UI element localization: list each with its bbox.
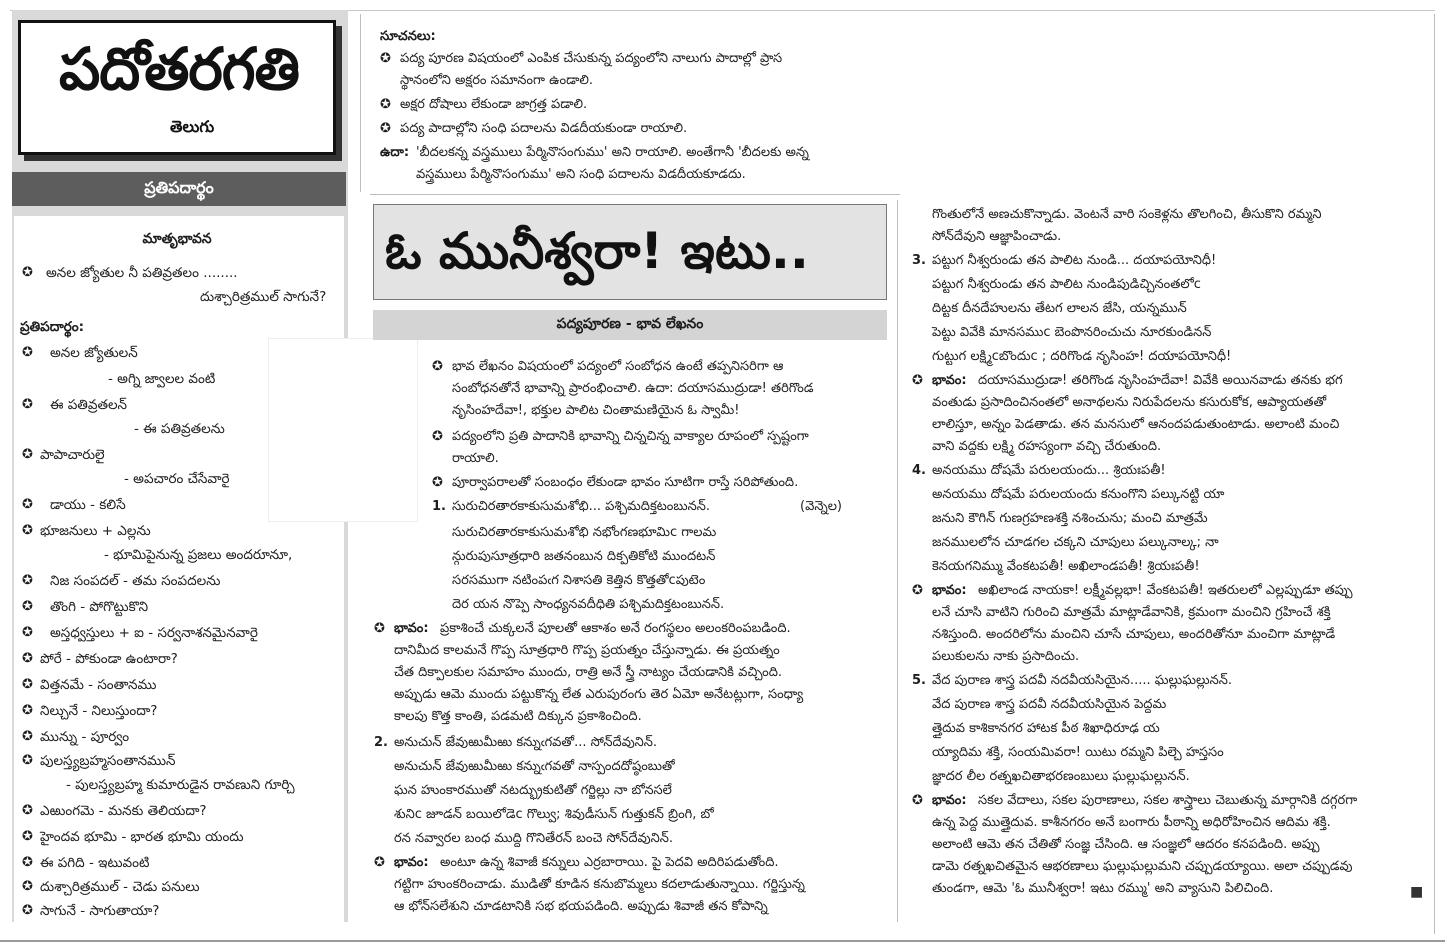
tips-left-rule <box>360 14 361 192</box>
left-item: తొంగి - పోగొట్టుకొని <box>50 599 149 615</box>
bhavam2-line: అంటూ ఉన్న శివాజీ కన్నులు ఎర్రబారాయి. పై పెదవి అదిరిపడుతోంది. <box>440 855 779 870</box>
bhavam3-line: లాలిస్తూ, అన్నం పెడతాడు. తన మనసులో ఆనందపడుతుంటాడు. అలాంటి మంచి <box>932 417 1340 432</box>
bhavam2-line: ఆ భోన్‌సలేశుని చూడటానికి సభ భయపడింది. అప్పుడు శివాజీ తన కోపాన్ని <box>394 899 768 914</box>
center-tip: భావ లేఖనం విషయంలో పద్యంలో సంబోధన ఉంటే తప్పనిసరిగా ఆ <box>452 359 784 374</box>
poem1-source: (వెన్నెల) <box>800 499 842 514</box>
left-item: భూజనులు + ఎల్లను <box>40 523 151 539</box>
left-item: హైందవ భూమి - భారత భూమి యందు <box>40 829 244 845</box>
headline: ఓ మునీశ్వరా! ఇటు.. <box>385 222 809 280</box>
left-item: అనల జ్యోతులన్ <box>50 345 138 361</box>
bhavam-label: భావం: <box>394 855 429 870</box>
poem3-head: పట్టుగ నీశ్వరుండు తన పాలిట నుండి... దయాపయోనిధీ! <box>932 253 1217 268</box>
bhavam1-line: కాలపు కొత్త కాంతి, పడమటి దిక్కున ప్రకాశించింది. <box>394 709 642 724</box>
bullet-icon: ✪ <box>22 523 33 538</box>
left-verse-line2: దుశ్చారిత్రముల్ సాగునే? <box>200 289 327 305</box>
bhavam4-line: అఖిలాండ నాయకా! లక్ష్మీవల్లభా! వేంకటపతీ! ఇతరులలో ఎల్లప్పుడూ తప్పు <box>978 583 1353 598</box>
left-item: - భూమిపైనున్న ప్రజలు అందరూనూ, <box>104 547 293 563</box>
poem2-line: ఘన హుంకారముతో నటద్భ్రుకుటితో గర్జిల్లు నా బోనసలే <box>394 783 672 798</box>
poem2-line: శునిc జూడన్ బయిలోడెc గొల్వు; శివుడీసున్ గుత్తుకన్ బ్రింగి, బో <box>394 807 714 822</box>
left-pp-title: ప్రతిపదార్థం: <box>20 319 85 335</box>
poem2-number: 2. <box>374 735 388 750</box>
bhavam5-line: తుండగా, ఆమె 'ఓ మునీశ్వరా! ఇటు రమ్ము' అని వ్యాసుని పిలిచింది. <box>932 881 1274 896</box>
bhavam1-line: చేత దిక్పాలకుల సమాహం ముందు, రాత్రి అనే స్త్రీ నాట్యం చేయడానికి వచ్చింది. <box>394 665 783 680</box>
left-item: - అగ్ని జ్వాలల వంటి <box>108 371 216 387</box>
poem5-number: 5. <box>912 673 926 688</box>
masthead-title: పదోతరగతి <box>59 35 299 103</box>
left-item: పాపాచారులై <box>40 447 105 463</box>
poem1-number: 1. <box>432 499 446 514</box>
bhavam4-line: నశిస్తుంది. అందరిలోను మంచిని చూసే చూపులు, అందరితోనూ మంచిగా మాట్లాడే <box>932 627 1336 642</box>
bhavam3-line: దయాసముద్రుడా! తరిగొండ నృసింహదేవా! వివేకి అయినవాడు తనకు భగ <box>978 373 1343 388</box>
poem5-line: య్యాదిమ శక్తి, సంయమివరా! యిటు రమ్మని పిల్చె హస్తసం <box>932 745 1224 760</box>
right-line: సోన్‌దేవుని ఆజ్ఞాపించాడు. <box>932 229 1062 244</box>
center-tip: పూర్వాపరాలతో సంబంధం లేకుండా భావం సూటిగా రాస్తే సరిపోతుంది. <box>452 475 799 490</box>
bullet-icon: ✪ <box>22 903 33 918</box>
left-item: సాగునే - సాగుతాయా? <box>40 903 160 919</box>
poem4-line: కెనయగనిమ్ము వేంకటపతీ! అఖిలాండపతీ! శ్రియఃపతీ! <box>932 559 1200 574</box>
right-edge-rule <box>1434 14 1435 934</box>
bullet-icon: ✪ <box>380 121 391 136</box>
end-mark-icon: ■ <box>1410 884 1424 900</box>
bullet-icon: ✪ <box>22 803 33 818</box>
poem3-line: దిట్టక దీనదేహులను తేటగ లాలన జేసి, యన్నమున్ <box>932 301 1187 316</box>
bullet-icon: ✪ <box>380 97 391 112</box>
center-tip: నృసింహదేవా!, భక్తుల పాలిట చింతామణియైన ఓ స్వామీ! <box>452 403 740 418</box>
bullet-icon: ✪ <box>22 447 33 462</box>
tips-line: అక్షర దోషాలు లేకుండా జాగ్రత్త పడాలి. <box>400 97 588 112</box>
poem3-line: పెట్టు వివేకి మానసముc బెంపొనరించుచు నూరకుండినన్ <box>932 325 1212 340</box>
left-bar-title: ప్రతిపదార్థం <box>144 178 214 197</box>
poem2-line: రన నవ్వారల బంధ ముద్ది గొనితేరన్ బంచె సోన్‌దేవునిన్. <box>394 831 673 846</box>
bullet-icon: ✪ <box>374 855 385 870</box>
bullet-icon: ✪ <box>912 373 923 388</box>
left-item: నిజ సంపదల్ - తమ సంపదలను <box>50 573 221 589</box>
bullet-icon: ✪ <box>22 753 33 768</box>
bhavam4-line: లనే చూసి వాటిని గురించి మాత్రమే మాట్లాడేవానికి, క్రమంగా మంచిని గ్రహించే శక్తి <box>932 605 1331 620</box>
bullet-icon: ✪ <box>22 703 33 718</box>
poem1-line: న్గురుపుసూత్రధారి జతనంబున దిక్పతికోటి ముందటన్ <box>452 549 716 564</box>
left-item: - ఈ పతివ్రతలను <box>134 421 225 437</box>
left-item: ఈ పగిది - ఇటువంటి <box>40 855 150 871</box>
bullet-icon: ✪ <box>22 651 33 666</box>
tips-line: పద్య పూరణ విషయంలో ఎంపిక చేసుకున్న పద్యంలోని నాలుగు పాదాల్లో ప్రాస <box>400 51 783 66</box>
left-item: నిల్చునే - నిలుస్తుందా? <box>40 703 158 719</box>
left-verse-line1: అనల జ్యోతుల నీ పతివ్రతలం ........ <box>46 265 238 281</box>
bullet-icon: ✪ <box>22 345 33 360</box>
poem1-line: సరసముగా నటింపఁగ నిశాసతి కెత్తిన కొత్తతోcపుటెం <box>452 573 706 588</box>
center-tip: పద్యంలోని ప్రతి పాదానికి భావాన్ని చిన్నచిన్న వాక్యాల రూపంలో స్పష్టంగా <box>452 429 809 444</box>
image-placeholder <box>268 338 418 522</box>
bhavam1-line: దానిమీద కాలమనే గొప్ప సూత్రధారి గొప్ప ప్రయత్నం చేస్తున్నాడు. ఈ ప్రయత్నం <box>394 643 780 658</box>
bhavam-label: భావం: <box>932 793 967 808</box>
poem5-line: జ్ఞాదర లీల రత్నఖచితాభరణంబులు ఘల్లుఘల్లునన్. <box>932 769 1190 784</box>
left-item: - పులస్త్యబ్రహ్మ కుమారుడైన రావణుని గూర్చి <box>66 777 295 793</box>
bullet-icon: ✪ <box>22 829 33 844</box>
poem5-line: త్తైదువ కాశికానగర హాటక పీఠ శిఖాధిరూఢ య <box>932 721 1160 736</box>
left-item: - అపచారం చేసేవారై <box>124 471 230 487</box>
poem2-line: అనుచున్ జేవుఱుమీఱు కన్నుఁగవతో నాస్పందదోష్ఠంబుతో <box>394 759 675 774</box>
bullet-icon: ✪ <box>380 51 391 66</box>
bullet-icon: ✪ <box>432 429 443 444</box>
bhavam2-line: గట్టిగా హుంకరించాడు. ముడితో కూడిన కనుబొమ్మలు కదలాడుతున్నాయి. గర్జిస్తున్న <box>394 877 805 892</box>
bhavam5-line: సకల వేదాలు, సకల పురాణాలు, సకల శాస్త్రాలు చెబుతున్న మార్గానికి దగ్గరగా <box>978 793 1358 808</box>
bullet-icon: ✪ <box>432 359 443 374</box>
bullet-icon: ✪ <box>912 793 923 808</box>
bhavam-label: భావం: <box>932 373 967 388</box>
tips-line: స్థానంలోని అక్షరం సమానంగా ఉండాలి. <box>400 73 594 88</box>
left-item: దుశ్చారిత్రముల్ - చెడు పనులు <box>40 879 200 895</box>
bullet-icon: ✪ <box>912 583 923 598</box>
poem2-head: అనుచున్ జేవుఱుమీఱు కన్నుఁగవతో... సోన్‌దేవునిన్. <box>394 735 658 750</box>
poem4-number: 4. <box>912 463 926 478</box>
poem3-number: 3. <box>912 253 926 268</box>
bhavam1-line: అప్పుడు ఆమె ముందు పట్టుకొన్న లేత ఎరుపురంగు తెర ఏమో అనేటట్లుగా, సంధ్యా <box>394 687 804 702</box>
center-tip: సంబోధనతోనే భావాన్ని ప్రారంభించాలి. ఉదా: దయాసముద్రుడా! తరిగొండ <box>452 381 814 396</box>
poem5-head: వేద పురాణ శాస్త్ర పదవీ నదవీయసియైన..... ఘల్లుఘల్లునన్. <box>932 673 1233 688</box>
column-divider <box>897 200 898 922</box>
bullet-icon: ✪ <box>22 573 33 588</box>
bullet-icon: ✪ <box>374 621 385 636</box>
bhavam4-line: పలుకులను నాకు ప్రసాదించు. <box>932 649 1080 664</box>
left-item: అస్తధ్వస్తులు + ఐ - సర్వనాశనమైనవారై <box>50 625 258 641</box>
poem4-head: అనయము దోషమే పరులయందు... శ్రియఃపతీ! <box>932 463 1166 478</box>
right-line: గొంతులోనే అణచుకొన్నాడు. వెంటనే వారి సంకెళ్లను తొలగించి, తీసుకొని రమ్మని <box>932 207 1322 222</box>
left-item: పులస్త్యబ్రహ్మసంతానమున్ <box>40 753 176 769</box>
bullet-icon: ✪ <box>432 475 443 490</box>
left-item: పోరే - పోకుండా ఉంటారా? <box>40 651 178 667</box>
bullet-icon: ✪ <box>22 599 33 614</box>
left-item: డాయు - కలిసే <box>50 497 126 513</box>
left-item: విత్తనమే - సంతానము <box>40 677 157 693</box>
poem4-line: జనుని కౌగిన్ గుణగ్రహణశక్తి నశించును; మంచి మాత్రమే <box>932 511 1208 526</box>
bhavam3-line: వంతుడు ప్రసాదించినంతలో అనాథలను నిరుపేదలను కసురుకోక, ఆప్యాయతతో <box>932 395 1327 410</box>
bullet-icon: ✪ <box>22 625 33 640</box>
left-section-title: మాతృభావన <box>142 231 212 247</box>
tips-bottom-rule <box>370 194 900 195</box>
tips-example-line1: 'బీదలకన్న వస్త్రములు పేర్మినొసంగుము' అని రాయాలి. అంతేగానీ 'బీదలకు అన్న <box>416 145 809 160</box>
bullet-icon: ✪ <box>22 497 33 512</box>
bhavam5-line: ఉన్న పెద్ద ముత్తైదువ. కాశీనగరం అనే బంగారు పీఠాన్ని అధిరోహించిన ఆదిమ శక్తి. <box>932 815 1331 830</box>
bullet-icon: ✪ <box>22 397 33 412</box>
poem1-head: సురుచిరతారకాకుసుమశోభి... పశ్చిమదిక్తటంబునన్. <box>452 499 711 514</box>
poem5-line: వేద పురాణ శాస్త్ర పదవీ నదవీయసియైన పెద్దమ <box>932 697 1167 712</box>
tips-line: పద్య పాదాల్లోని సంధి పదాలను విడదీయకుండా రాయాలి. <box>400 121 688 136</box>
left-item: మున్ను - పూర్వం <box>40 729 130 745</box>
bullet-icon: ✪ <box>22 855 33 870</box>
poem4-line: అనయము దోషమే పరులయందు కనుంగొని పల్కునట్టి యా <box>932 487 1225 502</box>
left-item: ఎఱుంగమె - మనకు తెలియదా? <box>40 803 207 819</box>
bullet-icon: ✪ <box>22 729 33 744</box>
bullet-icon: ✪ <box>22 879 33 894</box>
tips-example-label: ఉదా: <box>380 145 410 160</box>
poem4-line: జనములలోన చూడగల చక్కని చూపులు పల్కునాల్క; నా <box>932 535 1219 550</box>
bhavam3-line: వాని వద్దకు లక్ష్మి రహస్యంగా వచ్చి చేరుతుంది. <box>932 439 1162 454</box>
center-tip: రాయాలి. <box>452 451 499 466</box>
bhavam1-line: ప్రకాశించే చుక్కలనే పూలతో ఆకాశం అనే రంగస్థలం అలంకరింపబడింది. <box>440 621 791 636</box>
bullet-icon: ✪ <box>22 265 33 280</box>
bottom-rule <box>0 940 1445 942</box>
poem1-line: సురుచిరతారకాకుసుమశోభి నభోంగణభూమిc గాలమ <box>452 525 717 540</box>
left-item: ఈ పతివ్రతలన్ <box>50 397 128 413</box>
poem3-line: పట్టుగ నీశ్వరుండు తన పాలిట నుండిపుడిచ్చినంతలోc <box>932 277 1201 292</box>
bullet-icon: ✪ <box>22 677 33 692</box>
poem1-line: దెర యన నొప్పె సాంధ్యనవదీధితి పశ్చిమదిక్తటంబునన్. <box>452 597 725 612</box>
tips-example-line2: వస్త్రములు పేర్మినొసంగుము' అని సంధి పదాలను విడదీయకూడదు. <box>416 167 746 182</box>
masthead-subtitle: తెలుగు <box>170 117 215 136</box>
bhavam5-line: అలాంటి ఆమె తన చేతితో సంజ్ఞ చేసింది. ఆ సంజ్ఞలో ఆదరం కనపడింది. అప్పు <box>932 837 1320 852</box>
subhead: పద్యపూరణ - భావ లేఖనం <box>556 316 704 332</box>
bhavam5-line: డామె రత్నఖచితమైన ఆభరణాలు ఘల్లుఘల్లుమని చప్పుడయ్యాయి. అలా చప్పుడవు <box>932 859 1353 874</box>
poem3-line: గుట్టుగ లక్ష్మిcబొందుc ; దరిగొండ నృసింహ! దయాపయోనిధీ! <box>932 349 1232 364</box>
bhavam-label: భావం: <box>394 621 429 636</box>
tips-title: సూచనలు: <box>380 29 436 44</box>
bhavam-label: భావం: <box>932 583 967 598</box>
